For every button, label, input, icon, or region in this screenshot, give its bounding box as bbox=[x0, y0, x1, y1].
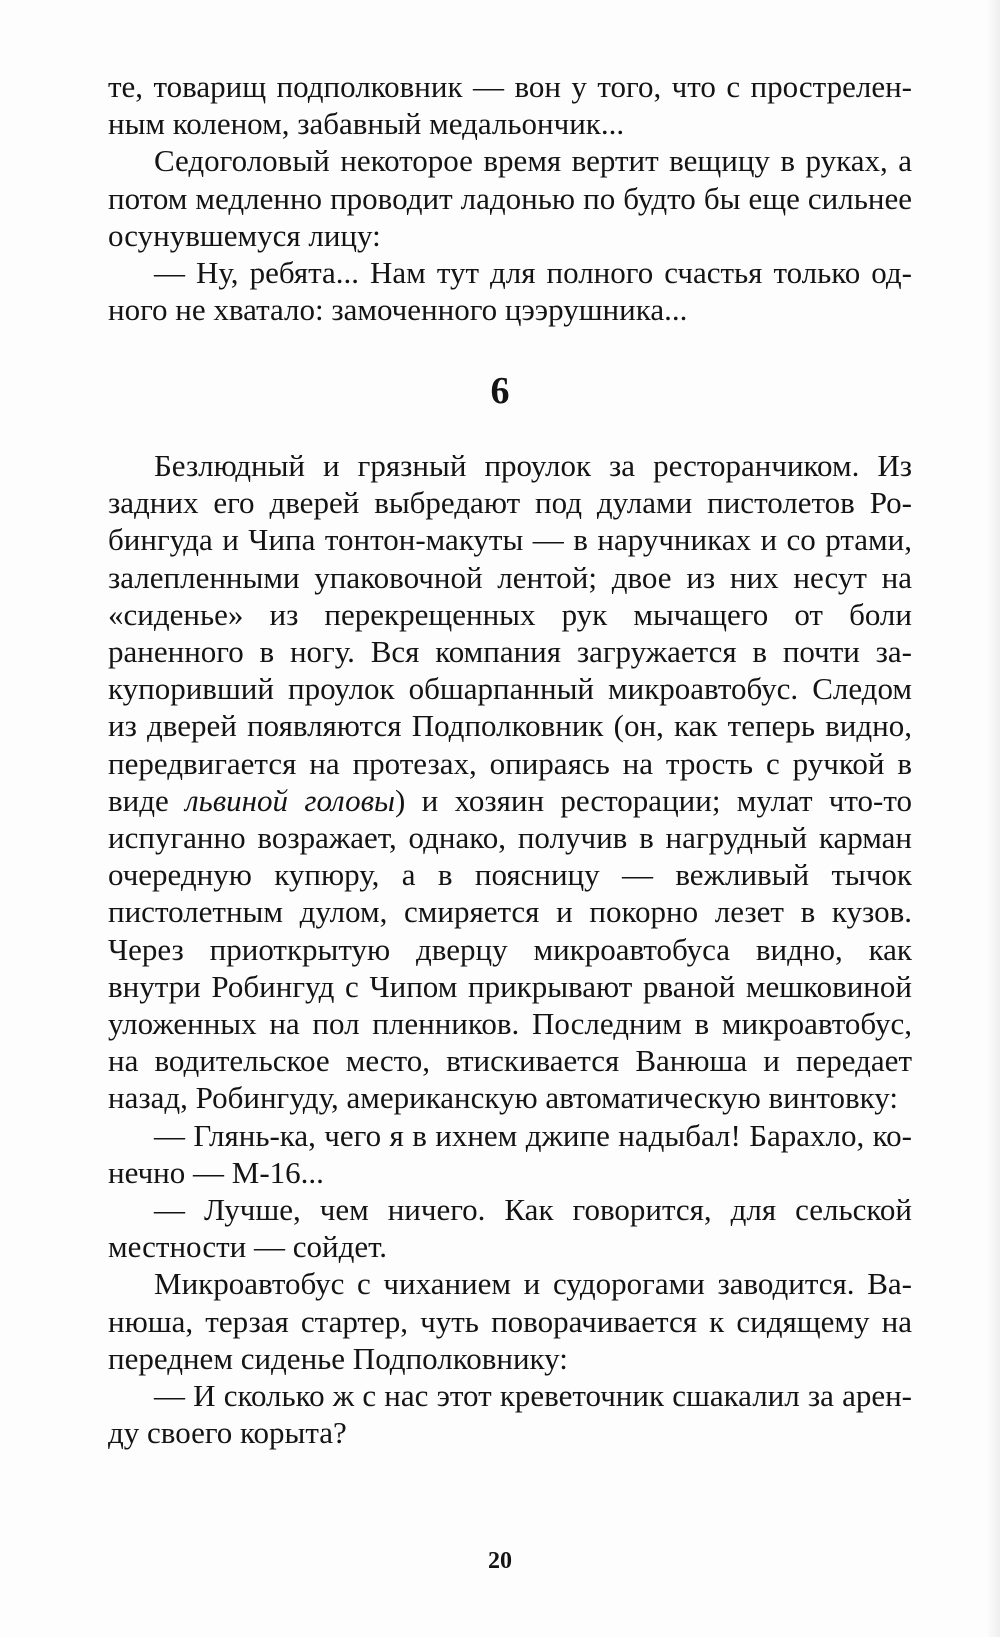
italic-phrase: львиной головы bbox=[185, 782, 396, 818]
paragraph-dialogue: — Ну, ребята... Нам тут для полного счастья только одного не хватало: замоченного цээрушника... bbox=[108, 255, 912, 328]
top-text-block bbox=[108, 68, 912, 328]
paragraph-dialogue: — Лучше, чем ничего. Как говорится, для сельской местности — сойдет. bbox=[108, 1192, 912, 1265]
paragraph-narration: Микроавтобус с чиханием и судорогами заводится. Ванюша, терзая стартер, чуть поворачивается к сидящему на переднем сиденье Подполковнику: bbox=[108, 1266, 912, 1376]
scene-text-part-2: ) и хозяин ресторации; мулат что-то испуганно возражает, однако, получив в нагрудный карман очередную купюру, а в поясницу — вежливый тычок пистолетным дулом, смиряется и покорно лезет в кузов. Через приоткрытую дверцу микроавтобуса видно, как внутри Робингуд с Чипом прикрывают рваной мешковиной уложенных на пол пленников. Последним в микроавтобус, на водительское место, втискивается Ванюша и передает назад, Робингуду, американскую автоматическую винтовку: bbox=[108, 782, 912, 1116]
page-edge-shadow bbox=[986, 0, 1000, 1637]
paragraph-narration: Седоголовый некоторое время вертит вещицу в руках, а потом медленно проводит ладонью по будто бы еще сильнее осунувшемуся лицу: bbox=[108, 143, 912, 253]
paragraph-continuation: те, товарищ подполковник — вон у того, что с простреленным коленом, забавный медальончик... bbox=[108, 69, 912, 142]
paragraph-scene-description bbox=[108, 447, 912, 1117]
paragraph-dialogue: — И сколько ж с нас этот креветочник сшакалил за аренду своего корыта? bbox=[108, 1378, 912, 1451]
page-number: 20 bbox=[488, 1548, 512, 1574]
paragraph-dialogue: — Глянь-ка, чего я в ихнем джипе надыбал! Барахло, конечно — М-16... bbox=[108, 1117, 912, 1190]
main-text-block bbox=[108, 447, 912, 1451]
chapter-number: 6 bbox=[490, 370, 510, 412]
scene-text-part-1: Безлюдный и грязный проулок за ресторанчиком. Из задних его дверей выбредают под дулами пистолетов Робингуда и Чипа тонтон-макуты — в наручниках и со ртами, залепленными упаковочной лентой; двое из них несут на «сиденье» из перекрещенных рук мычащего от боли раненного в ногу. Вся компания загружается в почти закупоривший проулок обшарпанный микроавтобус. Следом из дверей появляются Подполковник (он, как теперь видно, передвигается на протезах, опираясь на трость с ручкой в виде bbox=[108, 448, 912, 818]
